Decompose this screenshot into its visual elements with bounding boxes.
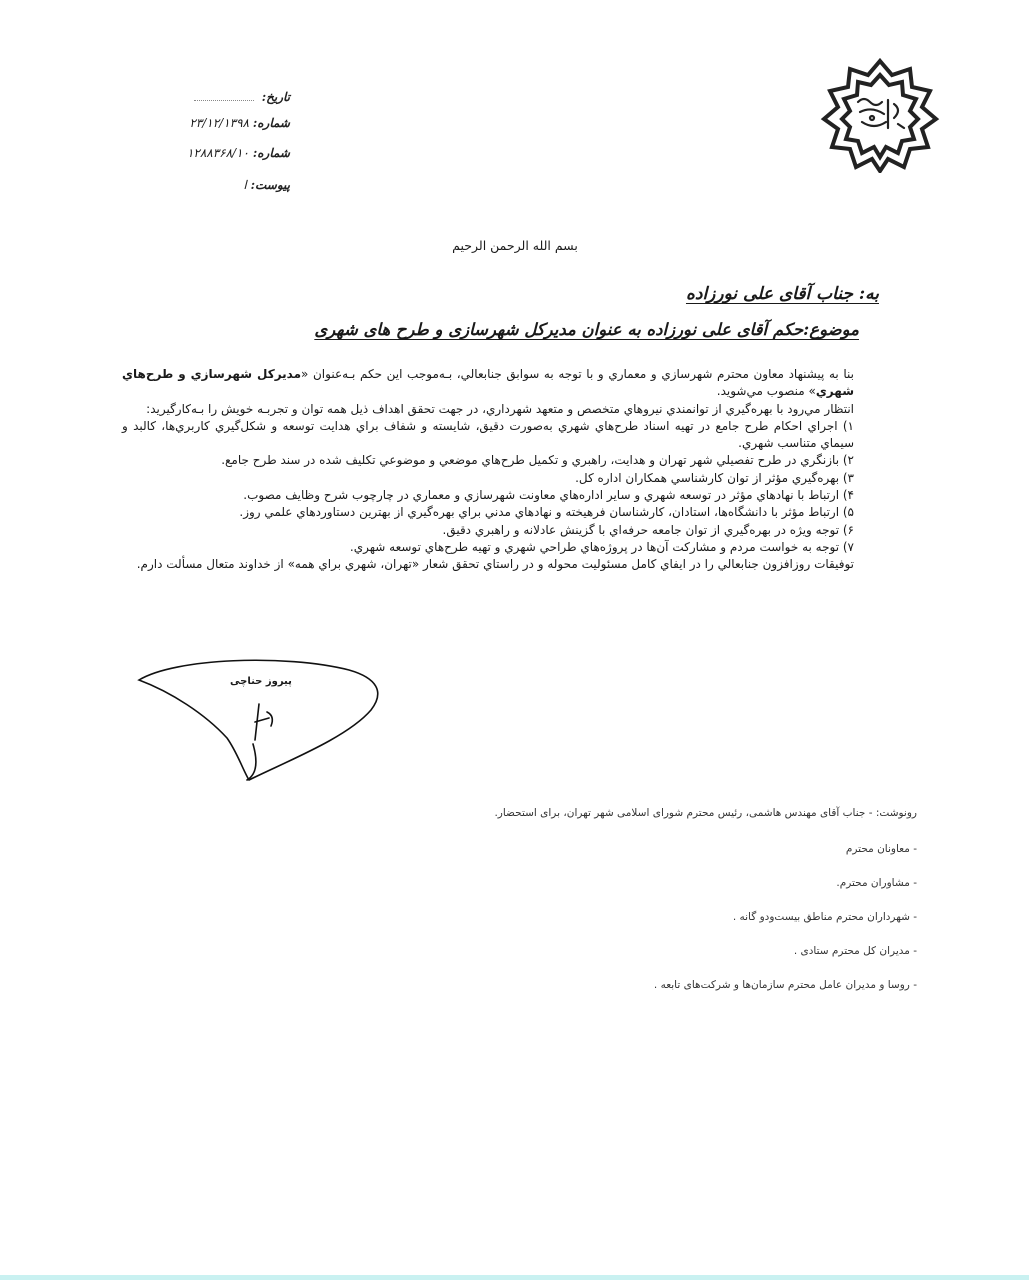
basmala: بسم الله الرحمن الرحیم: [452, 238, 578, 253]
closing-paragraph: توفيقات روزافزون جنابعالي را در ايفاي کامل مسئوليت محوله و در راستاي تحقق شعار «تهران، شهري براي همه» از خداوند متعال مسألت دارم.: [136, 557, 854, 572]
expectation-paragraph: انتظار مي‌رود با بهره‌گيري از توانمندي نيروهاي متخصص و متعهد شهرداري، در جهت تحقق اهداف ذيل همه توان و تجربـه خويش را بـه‌کارگيريد:: [146, 401, 854, 416]
signer-name: پیروز حناچی: [230, 676, 292, 687]
ref-row: [150, 140, 290, 166]
copy-item: - مشاوران محترم.: [836, 877, 917, 889]
copy-item: - معاونان محترم: [845, 843, 917, 855]
attachment-row: [150, 172, 290, 198]
intro-text-b: » منصوب مي‌شويد.: [716, 384, 816, 399]
date-dots: [194, 90, 254, 101]
list-item: ۲) بازنگري در طرح تفصيلي شهر تهران و هدايت، راهبري و تکميل طرح‌هاي موضعي و موضوعي تکليف شده در سند طرح جامع.: [221, 453, 854, 468]
attachment-label: پیوست:: [250, 178, 290, 192]
signature-icon: [135, 652, 385, 782]
logo-calligraphy-icon: [850, 92, 910, 136]
intro-bold-title: مديرکل شهرسازي و طرح‌هاي شهري: [122, 367, 854, 399]
intro-text-a: بنا به پیشنهاد معاون محترم شهرسازي و معماري و با توجه به سوابق جنابعالي، بـه‌موجب اين حکم بـه‌عنوان «: [301, 367, 854, 381]
copy-item: - روسا و مدیران عامل محترم سازمان‌ها و شرکت‌های تابعه .: [653, 979, 917, 991]
number-value: ۲۳/۱۲/۱۳۹۸: [189, 116, 249, 130]
number-row: [150, 110, 290, 136]
recipient-line: به: جناب آقای علی نورزاده: [685, 284, 879, 304]
copies-intro: رونوشت: - جناب آقای مهندس هاشمی، رئیس محترم شورای اسلامی شهر تهران، برای استحضار.: [494, 807, 917, 819]
list-item: ۷) توجه به خواست مردم و مشارکت آن‌ها در پروژه‌هاي طراحي شهري و تهيه طرح‌هاي توسعه شهري.: [349, 539, 854, 554]
list-item: ۱) اجراي احکام طرح جامع در تهيه اسناد طرح‌هاي شهري به‌صورت دقيق، شايسته و شفاف براي هدايت توسعه و شکل‌گيري کاربري‌ها، کالبد و سيماي متناسب شهري.: [122, 418, 854, 451]
date-row: [150, 84, 290, 110]
letter-body: [122, 366, 854, 574]
list-item: ۶) توجه ويژه در بهره‌گيري از توان جامعه حرفه‌اي با گزينش عادلانه و راهبري دقيق.: [442, 522, 854, 537]
date-label: تاریخ:: [261, 90, 290, 104]
ref-label: شماره:: [252, 146, 290, 160]
list-item: ۴) ارتباط با نهادهاي مؤثر در توسعه شهري و ساير اداره‌هاي معاونت شهرسازي و معماري در چارچوب شرح وظايف مصوب.: [243, 488, 854, 503]
number-label: شماره:: [252, 116, 290, 130]
copy-item: - شهرداران محترم مناطق بیست‌ودو گانه .: [732, 911, 917, 923]
intro-paragraph: [122, 366, 854, 401]
list-item: ۳) بهره‌گيري مؤثر از توان کارشناسي همکاران اداره کل.: [575, 470, 854, 485]
ref-value: ۱۲۸۸۳۶۸/۱۰: [186, 146, 249, 160]
copy-item: - مدیران کل محترم ستادی .: [793, 945, 917, 957]
subject-line: موضوع:حکم آقای علی نورزاده به عنوان مدیرکل شهرسازی و طرح های شهری: [314, 320, 859, 339]
attachment-value: ا: [243, 178, 247, 192]
bottom-border: [0, 1275, 1029, 1280]
letter-meta: [150, 84, 290, 198]
copies-list: [217, 796, 917, 1002]
list-item: ۵) ارتباط مؤثر با دانشگاه‌ها، استادان، کارشناسان فرهيخته و نهادهاي مدني براي بهره‌گيري از بهترين دستاوردهاي علمي روز.: [239, 505, 854, 520]
